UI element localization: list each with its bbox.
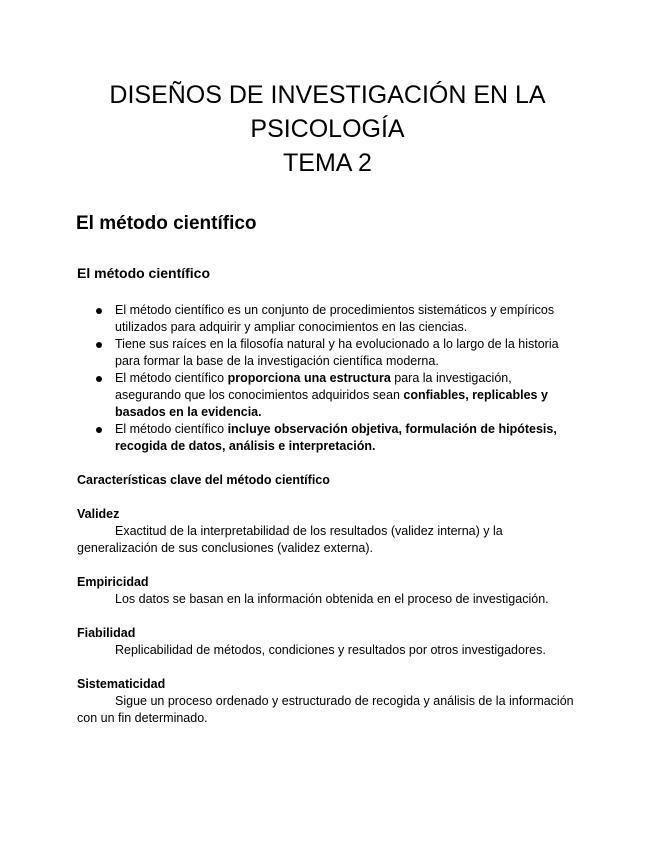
bullet-dot-icon: [96, 308, 102, 314]
bullet-text: Tiene sus raíces en la filosofía natural y ha evolucionado a lo largo de la historia para formar la base de la investigación científica moderna.: [115, 337, 559, 368]
characteristics-heading: Características clave del método científico: [77, 473, 330, 487]
characteristic-definition: Los datos se basan en la información obtenida en el proceso de investigación.: [115, 592, 549, 606]
bullet-emphasis: incluye observación objetiva, formulación de hipótesis, recogida de datos, análisis e interpretación.: [115, 422, 557, 453]
characteristic-empiricidad: [77, 574, 577, 608]
bullet-dot-icon: [96, 342, 102, 348]
section-heading: El método científico: [76, 213, 257, 234]
bullet-text: El método científico: [115, 371, 228, 385]
characteristic-fiabilidad: [77, 625, 577, 659]
characteristic-sistematicidad: [77, 676, 577, 727]
document-title-line-2: PSICOLOGÍA: [250, 115, 405, 143]
bullet-text: para la investigación, asegurando que los conocimientos adquiridos sean: [115, 371, 512, 402]
characteristic-name: Empiricidad: [77, 575, 149, 589]
bullet-text: El método científico: [115, 422, 228, 436]
characteristic-definition: Sigue un proceso ordenado y estructurado de recogida y análisis de la información con un fin determinado.: [77, 694, 574, 725]
bullet-list: [77, 302, 577, 455]
bullet-item: [77, 370, 577, 421]
bullet-text: El método científico es un conjunto de procedimientos sistemáticos y empíricos utilizados para adquirir y ampliar conocimientos en las ciencias.: [115, 303, 555, 334]
bullet-item: [77, 421, 577, 455]
characteristic-name: Fiabilidad: [77, 626, 136, 640]
bullet-emphasis: proporciona una estructura: [227, 371, 391, 385]
bullet-dot-icon: [96, 376, 102, 382]
subsection-heading: El método científico: [77, 265, 211, 281]
bullet-item: [77, 336, 577, 370]
characteristic-definition: Exactitud de la interpretabilidad de los resultados (validez interna) y la generalización de sus conclusiones (validez externa).: [77, 524, 503, 555]
document-title-line-3: TEMA 2: [283, 149, 372, 177]
characteristic-definition: Replicabilidad de métodos, condiciones y resultados por otros investigadores.: [115, 643, 546, 657]
characteristic-name: Validez: [77, 507, 120, 521]
bullet-dot-icon: [96, 427, 102, 433]
characteristic-validez: [77, 506, 577, 557]
bullet-emphasis: confiables, replicables y basados en la evidencia.: [115, 388, 548, 419]
bullet-item: [77, 302, 577, 336]
characteristic-name: Sistematicidad: [77, 677, 166, 691]
document-title-line-1: DISEÑOS DE INVESTIGACIÓN EN LA: [109, 81, 546, 109]
